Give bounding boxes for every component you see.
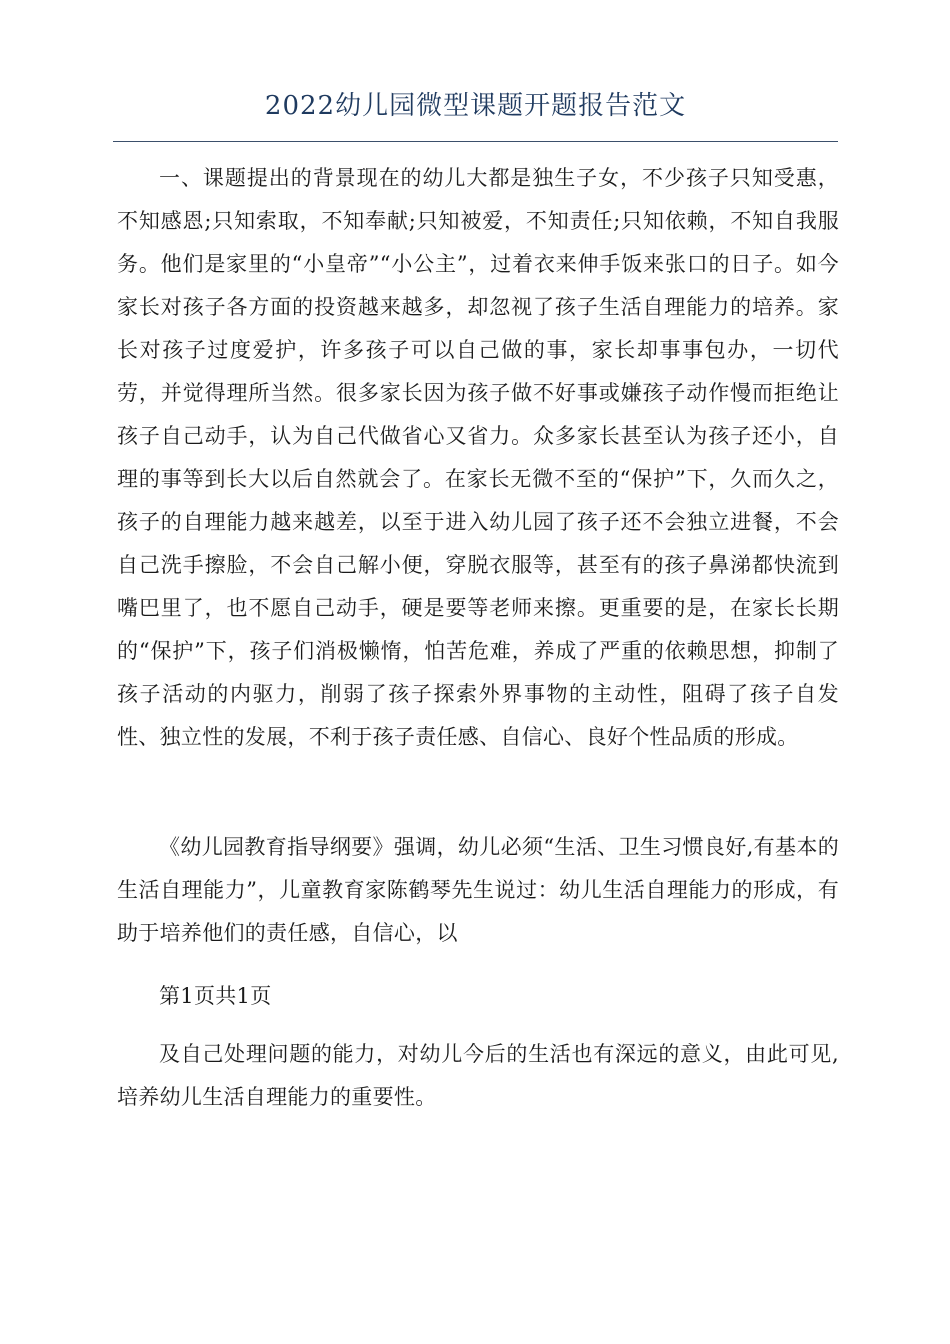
- title-divider: [113, 141, 838, 142]
- paragraph-conclusion: 及自己处理问题的能力，对幼儿今后的生活也有深远的意义，由此可见,培养幼儿生活自理能力的重要性。: [117, 1042, 839, 1109]
- paragraph-background: 一、课题提出的背景现在的幼儿大都是独生子女，不少孩子只知受惠，不知感恩;只知索取，不知奉献;只知被爱，不知责任;只知依赖，不知自我服务。他们是家里的“小皇帝”“小公主”，过着衣来伸手饭来张口的日子。如今家长对孩子各方面的投资越来越多，却忽视了孩子生活自理能力的培养。家长对孩子过度爱护，许多孩子可以自己做的事，家长却事事包办，一切代劳，并觉得理所当然。很多家长因为孩子做不好事或嫌孩子动作慢而拒绝让孩子自己动手，认为自己代做省心又省力。众多家长甚至认为孩子还小，自理的事等到长大以后自然就会了。在家长无微不至的“保护”下，久而久之，孩子的自理能力越来越差，以至于进入幼儿园了孩子还不会独立进餐，不会自己洗手擦脸，不会自己解小便，穿脱衣服等，甚至有的孩子鼻涕都快流到嘴巴里了，也不愿自己动手，硬是要等老师来擦。更重要的是，在家长长期的“保护”下，孩子们消极懒惰，怕苦危难，养成了严重的依赖思想，抑制了孩子活动的内驱力，削弱了孩子探索外界事物的主动性，阻碍了孩子自发性、独立性的发展，不利于孩子责任感、自信心、良好个性品质的形成。: [117, 166, 839, 749]
- page-number-note: 第1页共1页: [159, 984, 272, 1008]
- document-title: 2022幼儿园微型课题开题报告范文: [264, 91, 687, 121]
- paragraph-guideline: 《幼儿园教育指导纲要》强调，幼儿必须“生活、卫生习惯良好,有基本的生活自理能力”，儿童教育家陈鹤琴先生说过：幼儿生活自理能力的形成，有助于培养他们的责任感，自信心，以: [117, 835, 839, 945]
